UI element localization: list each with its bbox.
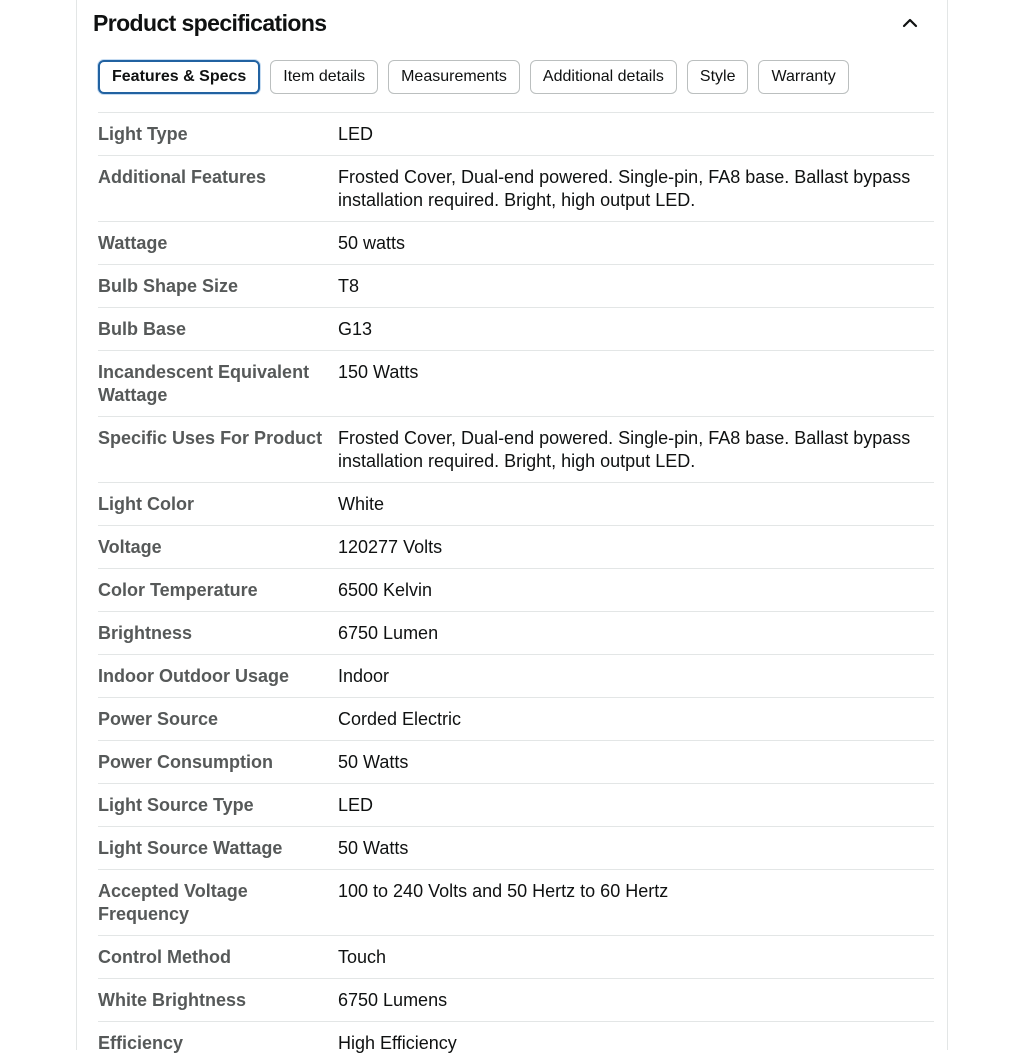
spec-table — [98, 112, 934, 1064]
spec-row — [98, 979, 934, 1022]
spec-row — [98, 698, 934, 741]
spec-tabs — [98, 60, 849, 96]
spec-value: 50 watts — [338, 222, 934, 265]
spec-label: White Brightness — [98, 979, 338, 1022]
spec-row — [98, 1022, 934, 1064]
spec-label: Light Source Wattage — [98, 827, 338, 870]
tab-measurements[interactable]: Measurements — [388, 60, 520, 94]
chevron-up-icon — [897, 10, 923, 36]
spec-value: T8 — [338, 265, 934, 308]
spec-label: Light Type — [98, 113, 338, 156]
tab-style[interactable]: Style — [687, 60, 749, 94]
spec-label: Voltage — [98, 526, 338, 569]
spec-row — [98, 741, 934, 784]
spec-value: 50 Watts — [338, 827, 934, 870]
spec-label: Incandescent Equivalent Wattage — [98, 351, 338, 417]
spec-label: Bulb Base — [98, 308, 338, 351]
spec-value: 6750 Lumens — [338, 979, 934, 1022]
spec-row — [98, 265, 934, 308]
spec-row — [98, 655, 934, 698]
spec-value: 6500 Kelvin — [338, 569, 934, 612]
spec-value: White — [338, 483, 934, 526]
spec-row — [98, 612, 934, 655]
spec-table-body — [98, 113, 934, 1064]
section-header[interactable] — [93, 8, 933, 48]
product-specifications-panel — [76, 0, 948, 1050]
spec-label: Efficiency — [98, 1022, 338, 1064]
spec-value: G13 — [338, 308, 934, 351]
spec-value: Frosted Cover, Dual-end powered. Single-pin, FA8 base. Ballast bypass installation required. Bright, high output LED. — [338, 156, 934, 222]
spec-label: Power Consumption — [98, 741, 338, 784]
spec-label: Brightness — [98, 612, 338, 655]
spec-row — [98, 483, 934, 526]
spec-value: 120277 Volts — [338, 526, 934, 569]
spec-row — [98, 113, 934, 156]
spec-value: Touch — [338, 936, 934, 979]
spec-value: 6750 Lumen — [338, 612, 934, 655]
spec-row — [98, 526, 934, 569]
spec-value: LED — [338, 784, 934, 827]
spec-row — [98, 827, 934, 870]
spec-label: Light Color — [98, 483, 338, 526]
tab-item-details[interactable]: Item details — [270, 60, 378, 94]
spec-value: Corded Electric — [338, 698, 934, 741]
spec-value: Frosted Cover, Dual-end powered. Single-pin, FA8 base. Ballast bypass installation required. Bright, high output LED. — [338, 417, 934, 483]
spec-row — [98, 870, 934, 936]
spec-row — [98, 417, 934, 483]
collapse-button[interactable] — [897, 10, 923, 36]
spec-value: 100 to 240 Volts and 50 Hertz to 60 Hertz — [338, 870, 934, 936]
spec-label: Power Source — [98, 698, 338, 741]
spec-row — [98, 156, 934, 222]
spec-row — [98, 351, 934, 417]
spec-label: Accepted Voltage Frequency — [98, 870, 338, 936]
spec-value: Indoor — [338, 655, 934, 698]
spec-label: Indoor Outdoor Usage — [98, 655, 338, 698]
spec-label: Wattage — [98, 222, 338, 265]
spec-value: 50 Watts — [338, 741, 934, 784]
spec-label: Bulb Shape Size — [98, 265, 338, 308]
spec-row — [98, 222, 934, 265]
spec-label: Specific Uses For Product — [98, 417, 338, 483]
tab-additional-details[interactable]: Additional details — [530, 60, 677, 94]
spec-label: Control Method — [98, 936, 338, 979]
spec-value: 150 Watts — [338, 351, 934, 417]
spec-row — [98, 784, 934, 827]
spec-value: High Efficiency — [338, 1022, 934, 1064]
spec-label: Additional Features — [98, 156, 338, 222]
spec-label: Color Temperature — [98, 569, 338, 612]
spec-row — [98, 308, 934, 351]
spec-value: LED — [338, 113, 934, 156]
tab-warranty[interactable]: Warranty — [758, 60, 848, 94]
spec-row — [98, 569, 934, 612]
tab-features-specs[interactable]: Features & Specs — [98, 60, 260, 94]
page-title: Product specifications — [93, 8, 326, 38]
spec-row — [98, 936, 934, 979]
spec-label: Light Source Type — [98, 784, 338, 827]
